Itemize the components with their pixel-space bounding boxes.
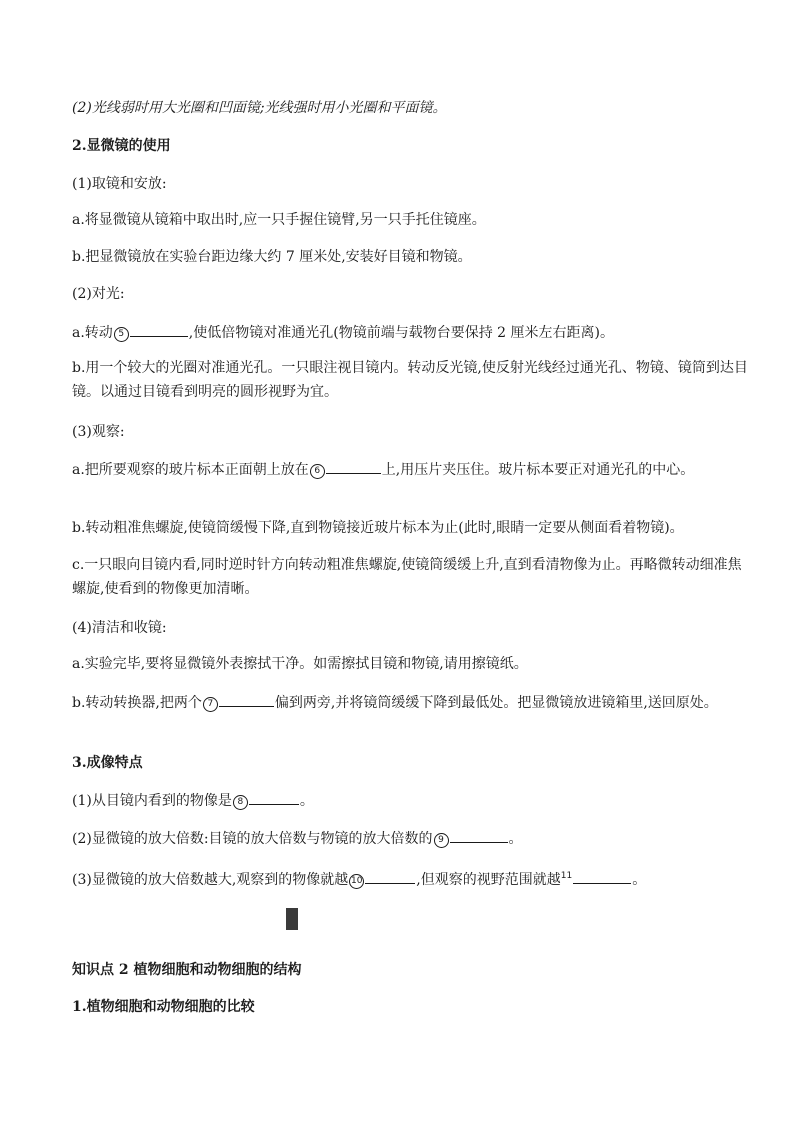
blank-number-11: 11	[560, 871, 573, 881]
step-a3	[72, 458, 754, 481]
blank-number-6: 6	[310, 464, 325, 479]
fill-blank-9[interactable]	[450, 827, 508, 843]
point-3	[72, 865, 754, 891]
step-b4-prefix: b.转动转换器,把两个	[72, 695, 202, 711]
step-c3: c.一只眼向目镜内看,同时逆时针方向转动粗准焦螺旋,使镜筒缓缓上升,直到看清物像为止。再略微转动细准焦螺旋,使看到的物像更加清晰。	[72, 557, 742, 597]
step-a2-prefix: a.转动	[72, 325, 113, 341]
blank-number-10: 10	[349, 874, 364, 889]
step-a2	[72, 321, 754, 344]
step-b4-suffix: 偏到两旁,并将镜筒缓缓下降到最低处。把显微镜放进镜箱里,送回原处。	[274, 695, 718, 711]
point-3-middle: ,但观察的视野范围就越	[416, 872, 561, 888]
subheading-take-and-place: (1)取镜和安放:	[72, 176, 167, 192]
point-2-suffix: 。	[508, 831, 523, 847]
step-a2-suffix: ,使低倍物镜对准通光孔(物镜前端与载物台要保持 2 厘米左右距离)。	[188, 325, 614, 341]
subheading-light-alignment: (2)对光:	[72, 286, 125, 302]
step-a3-prefix: a.把所要观察的玻片标本正面朝上放在	[72, 462, 309, 478]
fill-blank-5[interactable]	[130, 321, 188, 337]
point-2-prefix: (2)显微镜的放大倍数:目镜的放大倍数与物镜的放大倍数的	[72, 831, 433, 847]
step-b2: b.用一个较大的光圈对准通光孔。一只眼注视目镜内。转动反光镜,使反射光线经过通光孔、物镜、镜筒到达目镜。以通过目镜看到明亮的圆形视野为宜。	[72, 360, 748, 400]
heading-knowledge-point-2: 知识点 2 植物细胞和动物细胞的结构	[72, 962, 302, 978]
fill-blank-11[interactable]	[573, 868, 631, 884]
point-1	[72, 789, 754, 812]
point-3-suffix: 。	[632, 872, 647, 888]
step-a3-suffix: 上,用压片夹压住。玻片标本要正对通光孔的中心。	[381, 462, 695, 478]
point-1-suffix: 。	[299, 793, 314, 809]
fill-blank-8[interactable]	[249, 789, 299, 805]
point-1-prefix: (1)从目镜内看到的物像是	[72, 793, 232, 809]
step-b4	[72, 691, 754, 714]
point-2	[72, 827, 754, 850]
fill-blank-7[interactable]	[219, 691, 274, 707]
step-b3: b.转动粗准焦螺旋,使镜筒缓慢下降,直到物镜接近玻片标本为止(此时,眼睛一定要从侧面看着物镜)。	[72, 520, 684, 536]
heading-cell-comparison: 1.植物细胞和动物细胞的比较	[72, 999, 255, 1015]
step-b1: b.把显微镜放在实验台距边缘大约 7 厘米处,安装好目镜和物镜。	[72, 249, 472, 265]
section-marker-block	[286, 908, 298, 930]
heading-microscope-usage: 2.显微镜的使用	[72, 138, 171, 154]
subheading-observation: (3)观察:	[72, 424, 125, 440]
paragraph-aperture-tip: (2)光线弱时用大光圈和凹面镜;光线强时用小光圈和平面镜。	[72, 100, 447, 116]
subheading-clean-and-store: (4)清洁和收镜:	[72, 620, 167, 636]
step-a4: a.实验完毕,要将显微镜外表擦拭干净。如需擦拭目镜和物镜,请用擦镜纸。	[72, 656, 528, 672]
point-3-prefix: (3)显微镜的放大倍数越大,观察到的物像就越	[72, 872, 349, 888]
fill-blank-10[interactable]	[365, 868, 415, 884]
blank-number-7: 7	[203, 697, 218, 712]
blank-number-8: 8	[233, 795, 248, 810]
heading-imaging-features: 3.成像特点	[72, 755, 143, 771]
fill-blank-6[interactable]	[326, 458, 381, 474]
blank-number-5: 5	[114, 327, 129, 342]
blank-number-9: 9	[434, 833, 449, 848]
step-a1: a.将显微镜从镜箱中取出时,应一只手握住镜臂,另一只手托住镜座。	[72, 212, 486, 228]
